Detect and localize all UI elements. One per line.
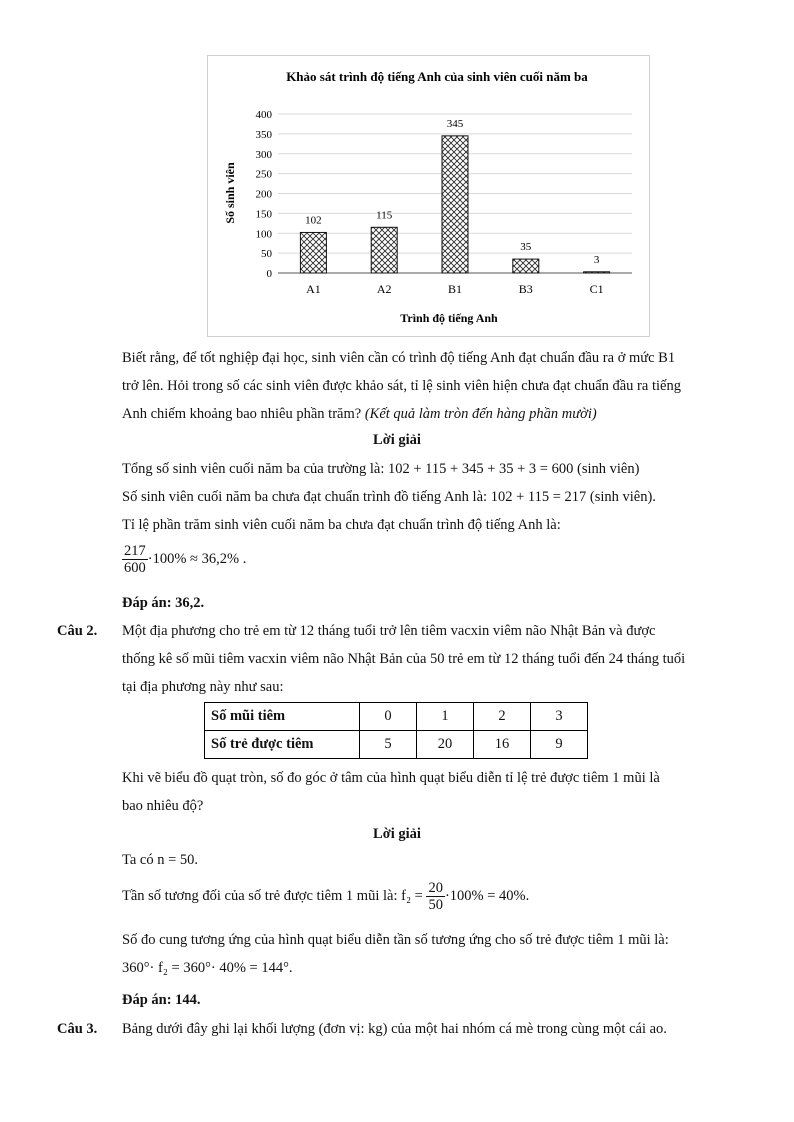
bar <box>513 259 539 273</box>
q2-line1: Một địa phương cho trẻ em từ 12 tháng tuổi trở lên tiêm vacxin viêm não Nhật Bản và được <box>122 623 656 639</box>
bar <box>442 136 468 273</box>
q2-fraction <box>426 880 445 913</box>
table-cell: 20 <box>417 731 474 759</box>
y-tick-label: 0 <box>266 268 272 280</box>
q1-sol-line2-unit: (sinh viên). <box>586 489 656 505</box>
q1-sol-line1-math: 102 + 115 + 345 + 35 + 3 = 600 <box>388 461 574 477</box>
y-tick-label: 50 <box>261 248 272 261</box>
y-tick-label: 200 <box>255 188 272 201</box>
q1-problem-line1: Biết rằng, để tốt nghiệp đại học, sinh viên cần có trình độ tiếng Anh đạt chuẩn đầu ra ở mức B1 <box>122 350 676 366</box>
table-cell: 2 <box>474 703 531 731</box>
table-cell: 9 <box>531 731 588 759</box>
q3-label: Câu 3. <box>57 1021 98 1037</box>
x-tick-label: A1 <box>306 282 321 296</box>
table-cell: 1 <box>417 703 474 731</box>
y-tick-label: 300 <box>255 148 272 161</box>
q2-sol-line2-rest: ·100% = 40%. <box>444 887 530 904</box>
bar <box>371 227 397 273</box>
bar-chart-svg <box>208 56 651 338</box>
x-tick-label: A2 <box>376 282 392 296</box>
data-label: 35 <box>520 241 532 254</box>
q1-problem-line2: trở lên. Hỏi trong số các sinh viên được khảo sát, tỉ lệ sinh viên hiện chưa đạt chuẩn đầu ra tiếng <box>122 378 681 394</box>
chart-title: Khảo sát trình độ tiếng Anh của sinh viên cuối năm ba <box>286 69 588 84</box>
q1-sol-line2-math: 102 + 115 = 217 <box>490 489 587 505</box>
q2-solution-heading: Lời giải <box>373 826 421 842</box>
y-tick-label: 350 <box>255 128 272 141</box>
table-row <box>205 731 588 759</box>
table-row <box>205 703 588 731</box>
q1-problem-line3 <box>122 400 597 428</box>
q1-fraction <box>122 543 148 576</box>
y-tick-label: 150 <box>255 208 272 221</box>
q1-problem-note: (Kết quả làm tròn đến hàng phần mười) <box>364 406 597 422</box>
x-tick-label: B3 <box>518 282 533 296</box>
table-cell: 16 <box>474 731 531 759</box>
q2-sol-line2-text: Tần số tương đối của số trẻ được tiêm 1 mũi là: f₂ = <box>122 887 427 904</box>
q2-answer: Đáp án: 144. <box>122 992 201 1008</box>
q1-sol-line3: Tỉ lệ phần trăm sinh viên cuối năm ba chưa đạt chuẩn trình độ tiếng Anh là: <box>122 517 561 533</box>
q1-frac-den: 600 <box>124 560 146 576</box>
table-header-cell: Số mũi tiêm <box>205 703 360 731</box>
q2-sol-line4: 360°· f₂ = 360°· 40% = 144°. <box>122 960 293 976</box>
y-axis-label: Số sinh viên <box>223 162 237 224</box>
x-axis-label: Trình độ tiếng Anh <box>400 311 498 325</box>
q2-line4: Khi vẽ biểu đồ quạt tròn, số đo góc ở tâm của hình quạt biểu diễn tỉ lệ trẻ được tiêm 1 mũi là <box>122 770 660 786</box>
data-label: 3 <box>593 253 600 266</box>
q1-frac-rest: ·100% ≈ 36,2% . <box>147 550 247 567</box>
q1-solution-heading: Lời giải <box>373 432 421 448</box>
y-tick-label: 100 <box>255 228 272 241</box>
bar-chart <box>207 55 650 337</box>
table-cell: 0 <box>360 703 417 731</box>
q2-line5: bao nhiêu độ? <box>122 798 204 814</box>
data-label: 115 <box>376 209 393 222</box>
q1-problem-line3-text: Anh chiếm khoảng bao nhiêu phần trăm? <box>122 406 365 422</box>
q2-line2: thống kê số mũi tiêm vacxin viêm não Nhật Bản của 50 trẻ em từ 12 tháng tuổi đến 24 tháng tuổi <box>122 651 686 667</box>
q2-frac-num: 20 <box>428 880 443 896</box>
x-tick-label: C1 <box>589 282 604 296</box>
x-tick-label: B1 <box>447 282 463 296</box>
table-header-cell: Số trẻ được tiêm <box>205 731 360 759</box>
y-tick-label: 250 <box>255 168 272 181</box>
q2-frac-den: 50 <box>428 897 443 913</box>
y-tick-label: 400 <box>255 109 272 121</box>
bar <box>300 232 326 273</box>
q1-sol-line1-text: Tổng số sinh viên cuối năm ba của trường là: <box>122 461 388 477</box>
table-cell: 3 <box>531 703 588 731</box>
data-label: 102 <box>305 214 322 227</box>
bar <box>584 272 610 273</box>
q1-sol-line2-text: Số sinh viên cuối năm ba chưa đạt chuẩn trình đồ tiếng Anh là: <box>122 489 491 505</box>
q2-sol-line2 <box>122 880 529 913</box>
q2-sol-line3: Số đo cung tương ứng của hình quạt biểu diễn tần số tương ứng cho số trẻ được tiêm 1 mũi là: <box>122 932 669 948</box>
q1-sol-line1 <box>122 455 639 483</box>
q1-answer: Đáp án: 36,2. <box>122 595 205 611</box>
q1-sol-line1-unit: (sinh viên) <box>573 461 640 477</box>
q2-sol-line1: Ta có n = 50. <box>122 852 199 868</box>
q2-label: Câu 2. <box>57 623 98 639</box>
q3-line1: Bảng dưới đây ghi lại khối lượng (đơn vị: kg) của một hai nhóm cá mè trong cùng một cái ao. <box>122 1021 667 1037</box>
q1-frac-num: 217 <box>124 543 146 559</box>
table-cell: 5 <box>360 731 417 759</box>
q1-fraction-line <box>122 543 246 576</box>
q2-line3: tại địa phương này như sau: <box>122 679 284 695</box>
vaccine-table <box>204 702 588 759</box>
data-label: 345 <box>446 117 464 130</box>
q1-sol-line2 <box>122 483 656 511</box>
